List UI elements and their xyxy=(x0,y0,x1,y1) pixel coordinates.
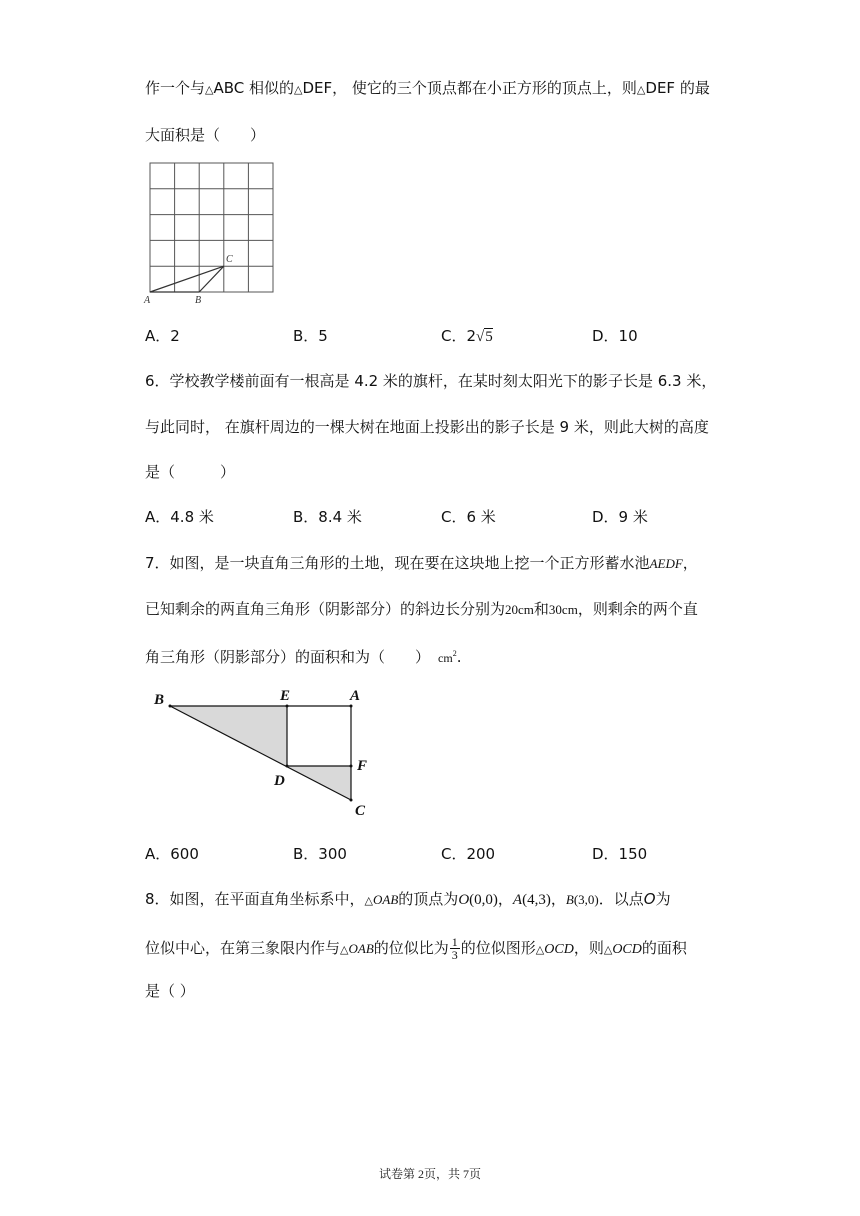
unit-cm: cm xyxy=(438,651,453,665)
text: C．2 xyxy=(441,327,477,345)
math-ocd: OCD xyxy=(612,942,642,957)
math-o: O xyxy=(643,890,656,908)
math-aedf: AEDF xyxy=(649,556,683,571)
q7-triangle-figure xyxy=(150,684,380,824)
radicand: 5 xyxy=(485,329,493,345)
q6-options xyxy=(145,507,705,527)
q5-options xyxy=(145,326,705,346)
math-b: B xyxy=(565,892,574,907)
q5-option-c[interactable] xyxy=(441,326,493,347)
triangle-symbol: △ xyxy=(636,83,646,96)
numerator: 1 xyxy=(451,935,458,949)
point-label-b: B xyxy=(195,295,202,306)
point-label-b: B xyxy=(154,692,165,708)
text: ， xyxy=(682,554,698,572)
text: 的面积 xyxy=(641,939,687,957)
triangle-symbol: △ xyxy=(205,83,214,96)
sqrt-symbol: √5 xyxy=(476,329,493,345)
q5-option-b[interactable]: B．5 xyxy=(293,327,328,345)
point-label-c: C xyxy=(226,254,233,265)
point-label-a: A xyxy=(350,688,361,704)
text: . xyxy=(456,648,462,666)
math-coords: (0,0) xyxy=(469,892,498,908)
triangle-symbol: △ xyxy=(603,943,613,956)
math-ocd: OCD xyxy=(544,942,574,957)
q7-option-b[interactable]: B．300 xyxy=(293,845,347,863)
text: ．以点 xyxy=(598,890,644,908)
math-a: A xyxy=(512,892,523,908)
math-coords: (3,0) xyxy=(573,892,599,907)
text: ， xyxy=(550,890,566,908)
q8-stem-line3: 是（ ） xyxy=(145,982,195,1000)
q5-grid-figure xyxy=(140,155,280,305)
q7-options xyxy=(145,844,705,864)
q6-stem-line1: 6．学校教学楼前面有一根高是 4.2 米的旗杆，在某时刻太阳光下的影子长是 6.3 米， xyxy=(145,372,717,390)
q7-stem-line1 xyxy=(145,553,698,574)
triangle-symbol: △ xyxy=(364,894,374,907)
text: 作一个与 xyxy=(145,79,206,97)
q7-option-a[interactable]: A．600 xyxy=(145,845,199,863)
text: ，则剩余的两个直 xyxy=(577,600,698,618)
text: 为 xyxy=(655,890,671,908)
text: 角三角形（阴影部分）的面积和为（ ） xyxy=(145,648,431,666)
q8-stem-line1 xyxy=(145,889,671,911)
q6-stem-line2: 与此同时， 在旗杆周边的一棵大树在地面上投影出的影子长是 9 米，则此大树的高度 xyxy=(145,418,709,436)
text: 7．如图，是一块直角三角形的土地，现在要在这块地上挖一个正方形蓄水池 xyxy=(145,554,650,572)
q6-option-d[interactable]: D．9 米 xyxy=(592,508,648,526)
text: ，则 xyxy=(573,939,604,957)
denominator: 3 xyxy=(451,948,458,962)
q6-stem-line3: 是（ ） xyxy=(145,463,236,481)
text: DEF 的最 xyxy=(645,79,710,97)
math-30cm: 30cm xyxy=(548,602,578,617)
q7-stem-line2 xyxy=(145,599,698,620)
fraction-one-third xyxy=(450,936,460,961)
math-coords: (4,3) xyxy=(522,892,551,908)
text: 已知剩余的两直角三角形（阴影部分）的斜边长分别为 xyxy=(145,600,506,618)
text: DEF， 使它的三个顶点都在小正方形的顶点上，则 xyxy=(302,79,637,97)
q7-option-d[interactable]: D．150 xyxy=(592,845,648,863)
math-oab: OAB xyxy=(373,892,399,907)
math-20cm: 20cm xyxy=(505,602,534,617)
point-label-c: C xyxy=(355,803,366,819)
q5-stem-line1 xyxy=(145,78,710,100)
q7-stem-line3 xyxy=(145,644,461,668)
point-label-a: A xyxy=(144,295,151,306)
q7-option-c[interactable]: C．200 xyxy=(441,845,496,863)
q6-option-b[interactable]: B．8.4 米 xyxy=(293,508,362,526)
q5-option-d[interactable]: D．10 xyxy=(592,327,638,345)
triangle-symbol: △ xyxy=(535,943,545,956)
text: 的位似图形 xyxy=(460,939,536,957)
q5-option-a[interactable]: A．2 xyxy=(145,327,180,345)
text: 位似中心，在第三象限内作与 xyxy=(145,939,341,957)
triangle-symbol: △ xyxy=(294,83,303,96)
q5-stem-line2: 大面积是（ ） xyxy=(145,126,266,144)
point-label-e: E xyxy=(280,688,291,704)
point-label-f: F xyxy=(357,758,368,774)
q6-option-a[interactable]: A．4.8 米 xyxy=(145,508,214,526)
q8-stem-line2 xyxy=(145,934,687,964)
point-label-d: D xyxy=(274,773,285,789)
text: ， xyxy=(497,890,513,908)
math-oab: OAB xyxy=(348,941,374,956)
unit-exponent: 2 xyxy=(452,649,457,658)
text: 的位似比为 xyxy=(373,939,449,957)
page-footer: 试卷第 2页，共 7页 xyxy=(378,1167,481,1181)
q6-option-c[interactable]: C．6 米 xyxy=(441,508,496,526)
text: ABC 相似的 xyxy=(213,79,295,97)
triangle-symbol: △ xyxy=(340,943,349,956)
text: 和 xyxy=(533,600,549,618)
math-o: O xyxy=(458,892,470,908)
text: 8．如图，在平面直角坐标系中， xyxy=(145,890,365,908)
text: 的顶点为 xyxy=(398,890,459,908)
